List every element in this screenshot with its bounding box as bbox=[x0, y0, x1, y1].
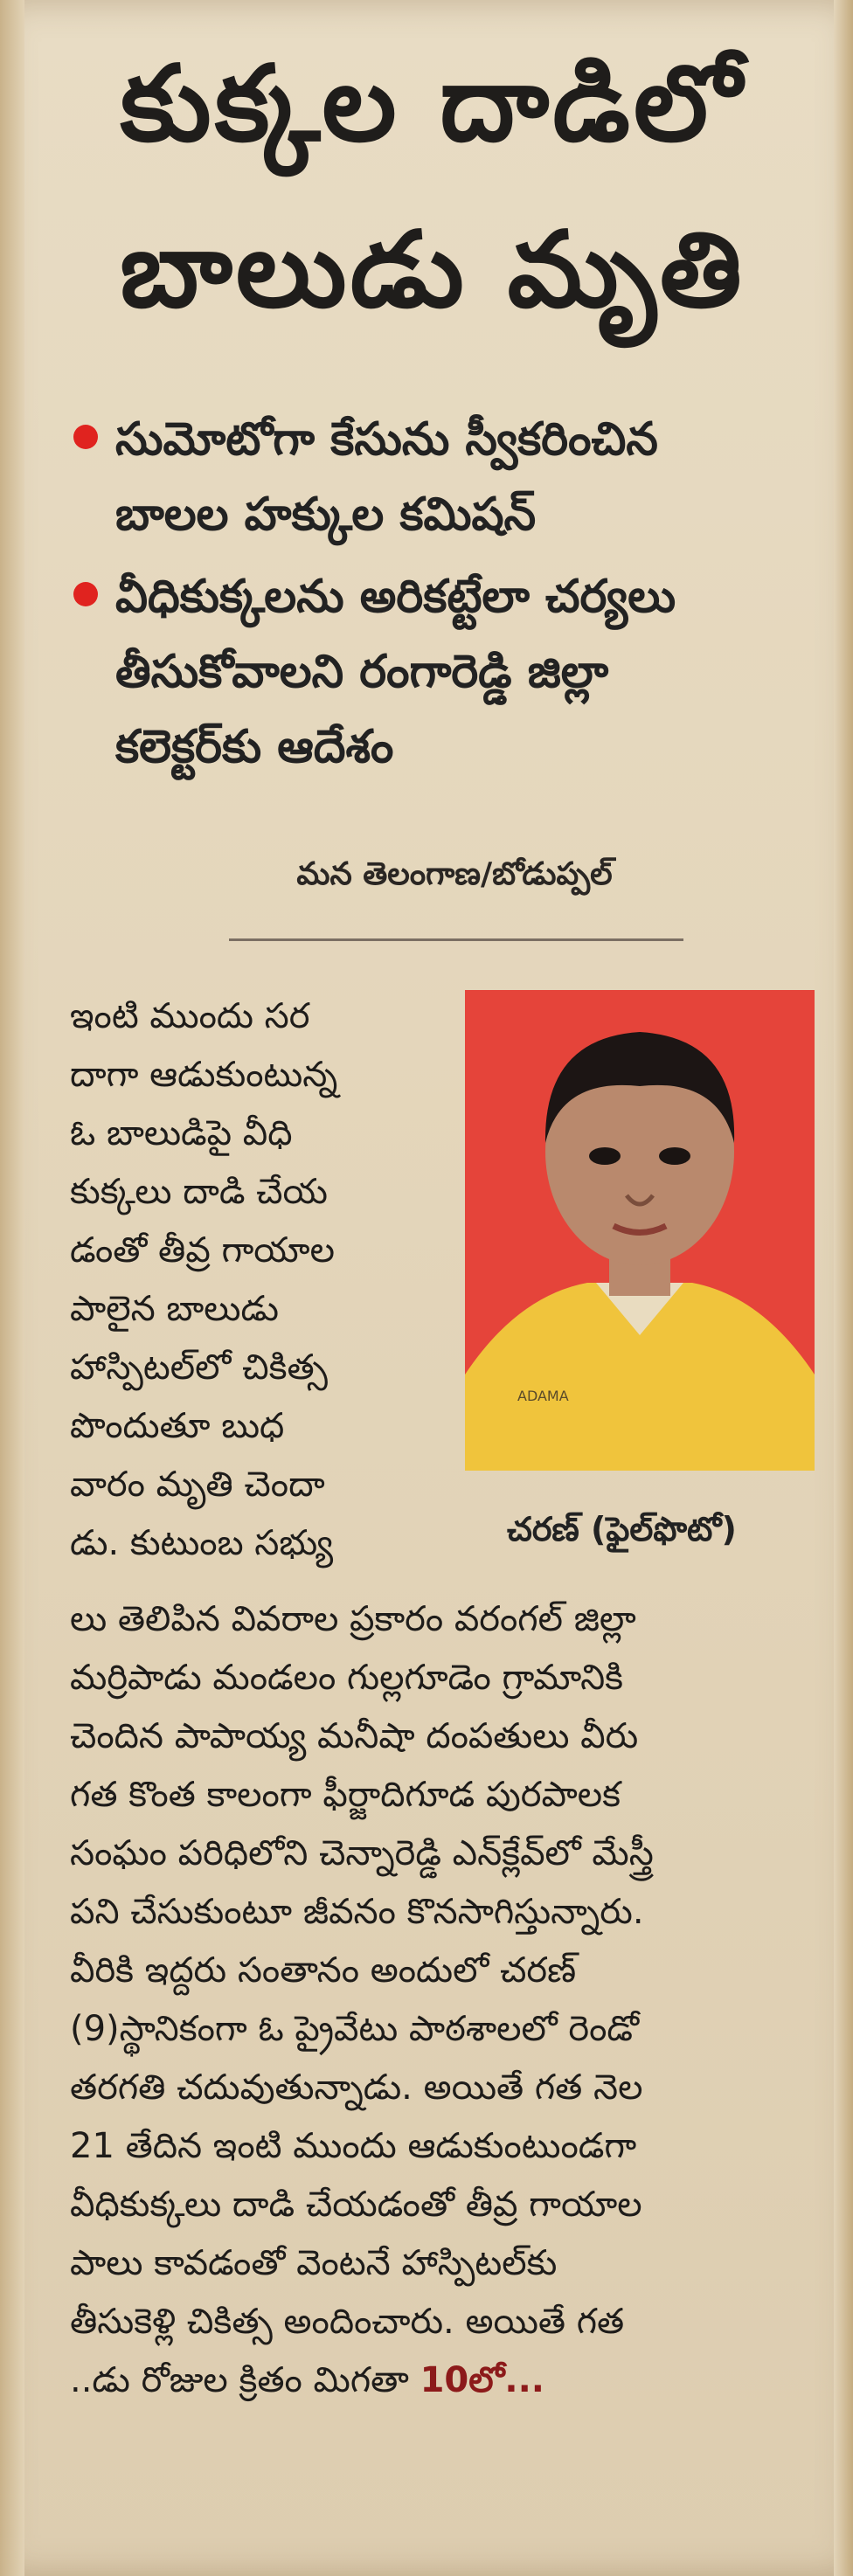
article-line: హాస్పిటల్‌లో చికిత్స bbox=[70, 1347, 329, 1388]
bullet-1-line-2: బాలల హక్కుల కమిషన్ bbox=[115, 488, 537, 541]
article-line: పాలైన బాలుడు bbox=[70, 1289, 279, 1329]
article-line: ఇంటి ముందు సర bbox=[70, 996, 310, 1036]
article-line: డంతో తీవ్ర గాయాల bbox=[70, 1230, 335, 1271]
article-line: గత కొంత కాలంగా ఫీర్జాదిగూడ పురపాలక bbox=[70, 1775, 621, 1815]
paper-edge-right bbox=[834, 0, 853, 2576]
article-line: పని చేసుకుంటూ జీవనం కొనసాగిస్తున్నారు. bbox=[70, 1892, 644, 1932]
continuation-marker: 10లో... bbox=[420, 2360, 544, 2400]
boy-portrait-image bbox=[465, 990, 815, 1471]
article-line: కుక్కలు దాడి చేయ bbox=[70, 1172, 328, 1212]
right-eye bbox=[659, 1147, 690, 1165]
bullet-2-line-1: వీధికుక్కలను అరికట్టేలా చర్యలు bbox=[115, 571, 676, 623]
article-line: పొందుతూ బుధ bbox=[70, 1406, 285, 1446]
article-line: డు. కుటుంబ సభ్యు bbox=[70, 1523, 334, 1563]
photo-caption: చరణ్ (ఫైల్‌ఫొటో) bbox=[507, 1510, 737, 1548]
headline-line-1: కుక్కల దాడిలో bbox=[120, 44, 746, 165]
article-full-column bbox=[70, 1590, 813, 2410]
bullet-2-line-2: తీసుకోవాలని రంగారెడ్డి జిల్లా bbox=[115, 646, 609, 698]
red-bullet-icon bbox=[73, 582, 98, 606]
article-line: చెందిన పాపాయ్య మనీషా దంపతులు వీరు bbox=[70, 1716, 639, 1756]
article-line: (9)స్థానికంగా ఓ ప్రైవేటు పాఠశాలలో రెండో bbox=[70, 2009, 640, 2049]
paper-edge-left bbox=[0, 0, 24, 2576]
article-line: వీరికి ఇద్దరు సంతానం అందులో చరణ్ bbox=[70, 1950, 577, 1991]
left-eye bbox=[589, 1147, 621, 1165]
article-line: మర్రిపాడు మండలం గుల్లగూడెం గ్రామానికి bbox=[70, 1658, 624, 1698]
article-line: లు తెలిపిన వివరాల ప్రకారం వరంగల్ జిల్లా bbox=[70, 1599, 636, 1639]
red-bullet-icon bbox=[73, 425, 98, 449]
article-line: ఓ బాలుడిపై వీధి bbox=[70, 1113, 293, 1153]
article-line: పాలు కావడంతో వెంటనే హాస్పిటల్‌కు bbox=[70, 2243, 558, 2283]
article-line-text: ..డు రోజుల క్రితం మిగతా bbox=[70, 2360, 409, 2400]
boy-photo bbox=[465, 990, 815, 1471]
byline-divider bbox=[229, 938, 683, 941]
article-line: తరగతి చదువుతున్నాడు. అయితే గత నెల bbox=[70, 2067, 643, 2108]
article-line: వారం మృతి చెందా bbox=[70, 1465, 325, 1505]
bullet-point-2 bbox=[77, 559, 794, 785]
article-line: దాగా ఆడుకుంటున్న bbox=[70, 1055, 338, 1095]
article-last-line bbox=[70, 2351, 813, 2410]
article-wrapped-column bbox=[70, 987, 446, 1573]
headline-line-2: బాలుడు మృతి bbox=[120, 210, 746, 331]
shirt-logo-text: ADAMA bbox=[517, 1388, 569, 1404]
byline: మన తెలంగాణ/బోడుప్పల్ bbox=[296, 856, 613, 892]
bullet-2-line-3: కలెక్టర్‌కు ఆదేశం bbox=[115, 721, 394, 773]
bullet-1-line-1: సుమోటోగా కేసును స్వీకరించిన bbox=[115, 413, 658, 466]
article-line: వీధికుక్కలు దాడి చేయడంతో తీవ్ర గాయాల bbox=[70, 2185, 642, 2225]
bullet-point-1 bbox=[77, 402, 794, 552]
article-line: 21 తేదిన ఇంటి ముందు ఆడుకుంటుండగా bbox=[70, 2126, 637, 2166]
article-line: సంఘం పరిధిలోని చెన్నారెడ్డి ఎన్‌క్లేవ్‌లో మేస్త్రీ bbox=[70, 1833, 654, 1873]
article-line: తీసుకెళ్లి చికిత్స అందించారు. అయితే గత bbox=[70, 2302, 625, 2342]
